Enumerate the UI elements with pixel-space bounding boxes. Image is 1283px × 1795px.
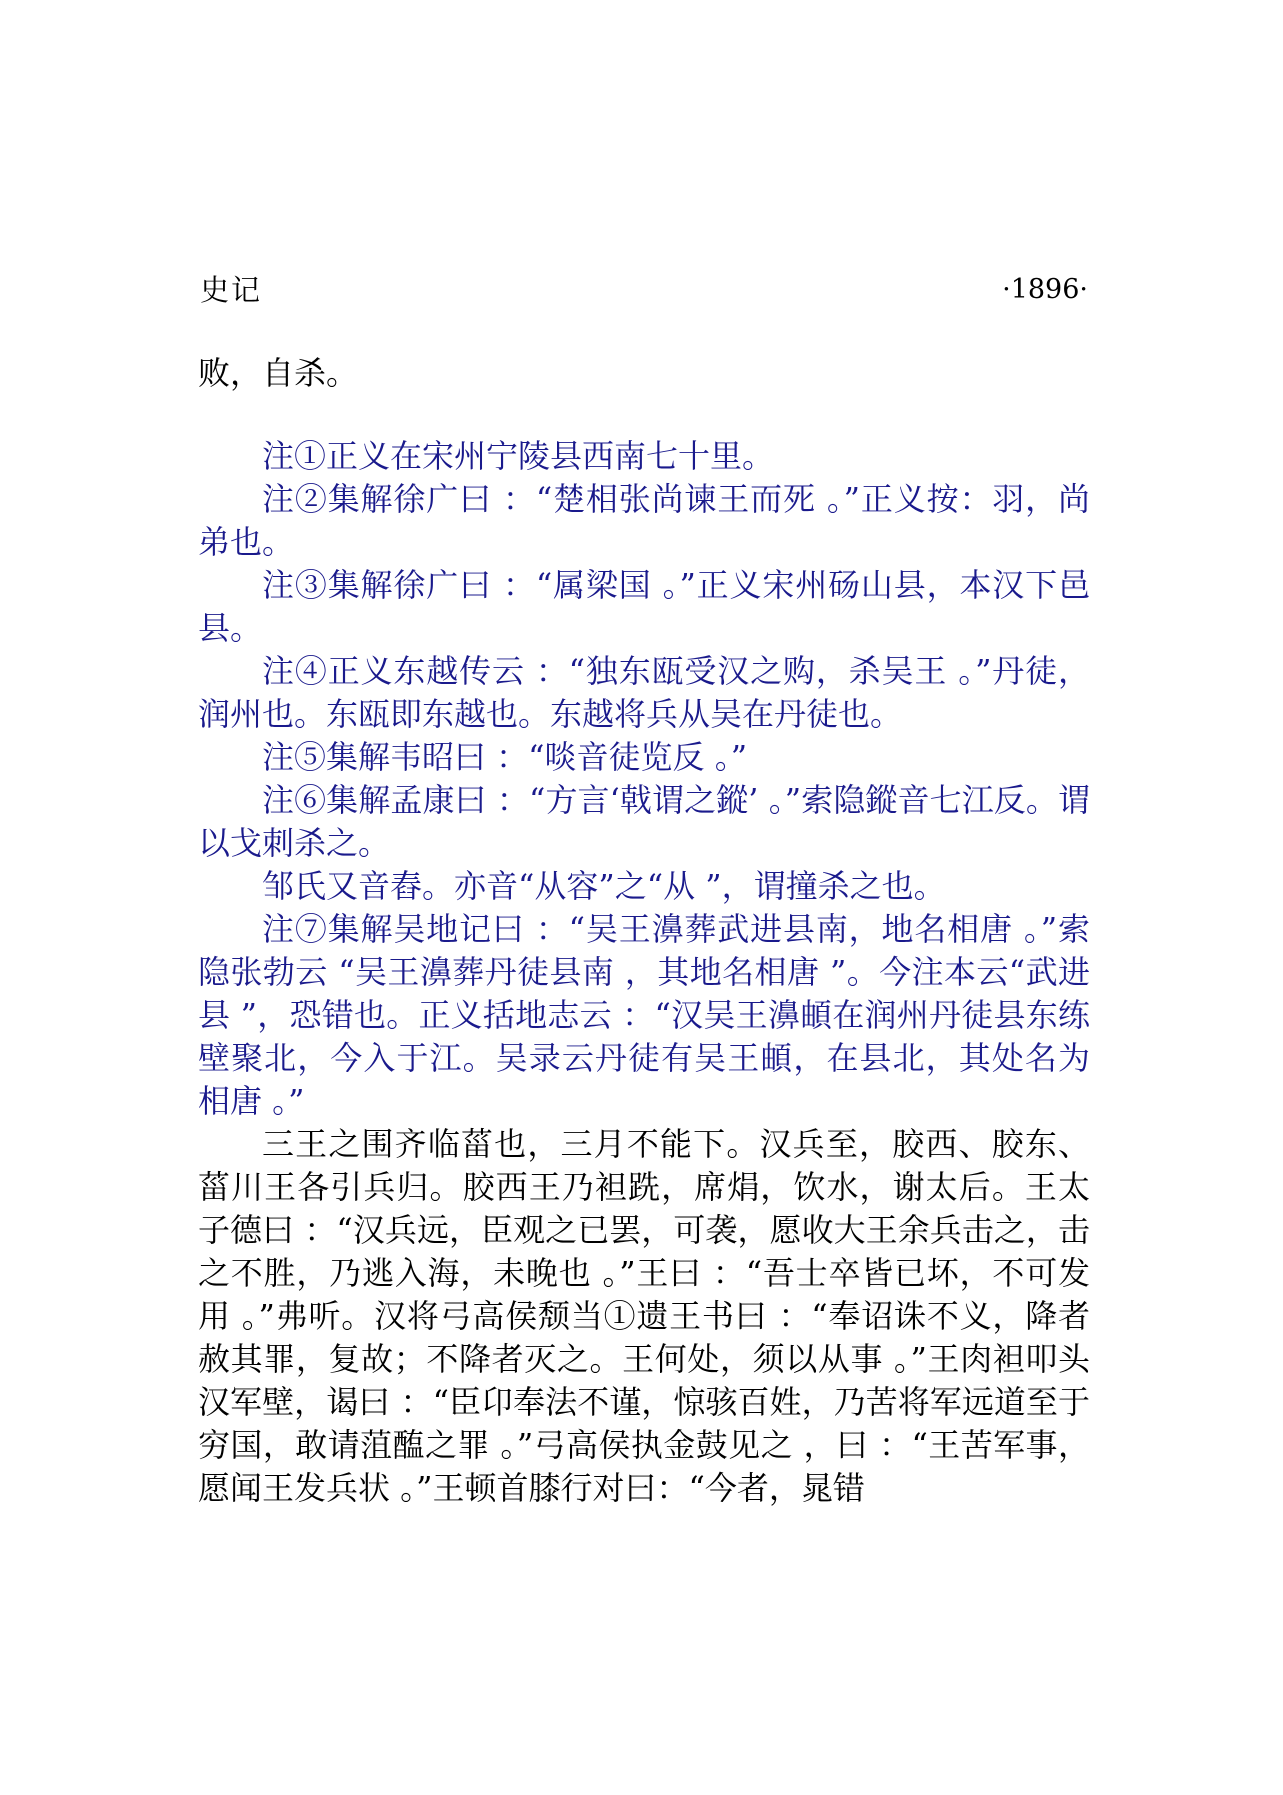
page-number: ·1896·	[1002, 274, 1088, 305]
note-paragraph: 注②集解徐广曰 ：“楚相张尚谏王而死 。”正义按：羽，尚弟也。	[198, 480, 1090, 561]
note-paragraph: 注③集解徐广曰 ：“属梁国 。”正义宋州砀山县，本汉下邑县。	[198, 566, 1090, 647]
note-paragraph: 注⑤集解韦昭曰 ：“啖音徒览反 。”	[262, 738, 748, 776]
note-paragraph: 注④正义东越传云 ：“独东瓯受汉之购，杀吴王 。”丹徒，润州也。东瓯即东越也。东越将兵从吴在丹徒也。	[198, 652, 1090, 733]
paragraph: 三王之围齐临菑也，三月不能下。汉兵至，胶西、胶东、菑川王各引兵归。胶西王乃袒跣，席焆，饮水，谢太后。王太子德曰 ：“汉兵远，臣观之已罢，可袭，愿收大王余兵击之，击之不胜，乃逃入海，未晚也 。”王曰 ：“吾士卒皆已坏，不可发用 。”弗听。汉将弓高侯颓当①遗王书曰 ：“奉诏诛不义，降者赦其罪，复故；不降者灭之。王何处，须以从事 。”王肉袒叩头汉军壁，谒曰 ：“臣卬奉法不谨，惊骇百姓，乃苦将军远道至于穷国，敢请菹醢之罪 。”弓高侯执金鼓见之 ，曰 ：“王苦军事，愿闻王发兵状 。”王顿首膝行对曰：“今者，晁错	[198, 1125, 1090, 1507]
paragraph: 败，自杀。	[198, 354, 359, 392]
note-paragraph: 注①正义在宋州宁陵县西南七十里。	[262, 437, 775, 475]
note-paragraph: 注⑦集解吴地记曰 ：“吴王濞葬武进县南，地名相唐 。”索隐张勃云 “吴王濞葬丹徒县南 ，其地名相唐 ”。今注本云“武进县 ”，恐错也。正义括地志云 ：“汉吴王濞頔在润州丹徒县东练壁聚北，今入于江。吴录云丹徒有吴王頔，在县北，其处名为相唐 。”	[198, 910, 1090, 1120]
book-title: 史记	[200, 273, 263, 307]
paragraph-gap	[198, 395, 1090, 435]
body-text	[198, 352, 1090, 1510]
note-paragraph: 注⑥集解孟康曰 ：“方言‘戟谓之鏦’ 。”索隐鏦音七江反。谓以戈刺杀之。	[198, 781, 1090, 862]
note-paragraph: 邹氏又音舂。亦音“从容”之“从 ”，谓撞杀之也。	[262, 867, 946, 905]
running-header	[200, 270, 1088, 310]
